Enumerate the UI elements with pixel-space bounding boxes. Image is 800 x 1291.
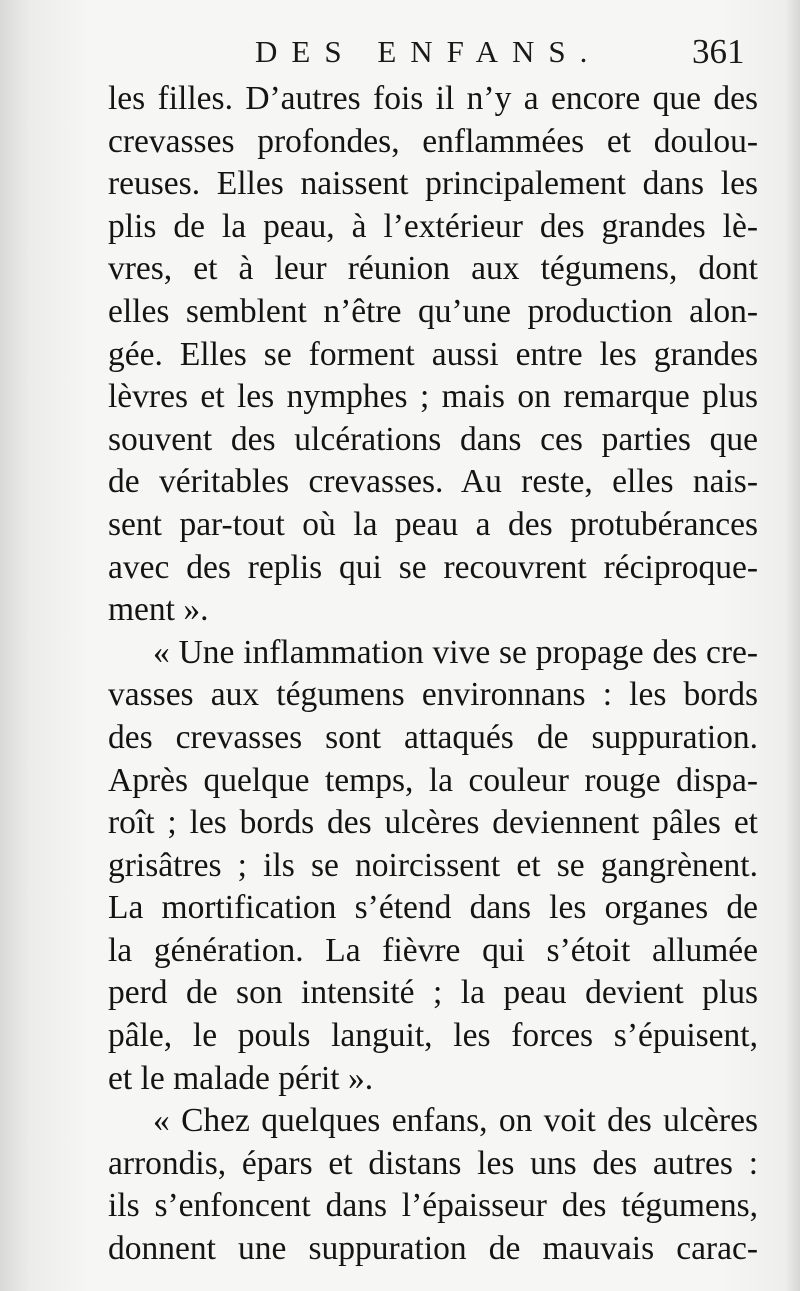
- page-header: [0, 30, 800, 78]
- text-line: donnent une suppuration de mauvais carac-: [108, 1230, 758, 1268]
- text-line: roît ; les bords des ulcères deviennent pâles et: [108, 804, 758, 842]
- text-line: perd de son intensité ; la peau devient plus: [108, 974, 758, 1012]
- page-number: 361: [692, 32, 745, 71]
- text-line: « Chez quelques enfans, on voit des ulcères: [153, 1102, 758, 1140]
- text-line: Après quelque temps, la couleur rouge dispa-: [108, 761, 758, 799]
- text-line: grisâtres ; ils se noircissent et se gangrènent.: [108, 846, 758, 884]
- text-line: ment ».: [108, 591, 209, 629]
- paragraph-3: [108, 1100, 758, 1270]
- text-line: crevasses profondes, enflammées et doulou-: [108, 122, 758, 160]
- running-title: DES ENFANS.: [255, 34, 602, 69]
- text-line: reuses. Elles naissent principalement dans les: [108, 165, 758, 203]
- text-line: et le malade périt ».: [108, 1059, 374, 1097]
- text-line: de véritables crevasses. Au reste, elles nais-: [108, 463, 758, 501]
- text-line: plis de la peau, à l’extérieur des grandes lè-: [108, 207, 758, 245]
- text-line: la génération. La fièvre qui s’étoit allumée: [108, 931, 758, 969]
- text-line: ils s’enfoncent dans l’épaisseur des tégumens,: [108, 1187, 758, 1225]
- text-line: lèvres et les nymphes ; mais on remarque plus: [108, 378, 758, 416]
- text-line: sent par-tout où la peau a des protubérances: [108, 505, 758, 543]
- text-line: souvent des ulcérations dans ces parties que: [108, 420, 758, 458]
- text-line: « Une inflammation vive se propage des cre-: [153, 633, 758, 671]
- text-line: La mortification s’étend dans les organes de: [108, 889, 758, 927]
- text-line: vasses aux tégumens environnans : les bords: [108, 676, 758, 714]
- text-line: gée. Elles se forment aussi entre les grandes: [108, 335, 758, 373]
- text-line: elles semblent n’être qu’une production alon-: [108, 292, 758, 330]
- paragraph-1: [108, 78, 758, 632]
- paragraph-2: [108, 632, 758, 1101]
- text-line: les filles. D’autres fois il n’y a encore que des: [108, 80, 758, 117]
- text-line: vres, et à leur réunion aux tégumens, dont: [108, 250, 758, 288]
- body-text: [108, 78, 758, 1271]
- text-line: arrondis, épars et distans les uns des autres :: [108, 1144, 758, 1182]
- text-line: avec des replis qui se recouvrent réciproque-: [108, 548, 758, 586]
- text-line: des crevasses sont attaqués de suppuration.: [108, 718, 758, 756]
- text-line: pâle, le pouls languit, les forces s’épuisent,: [108, 1017, 758, 1055]
